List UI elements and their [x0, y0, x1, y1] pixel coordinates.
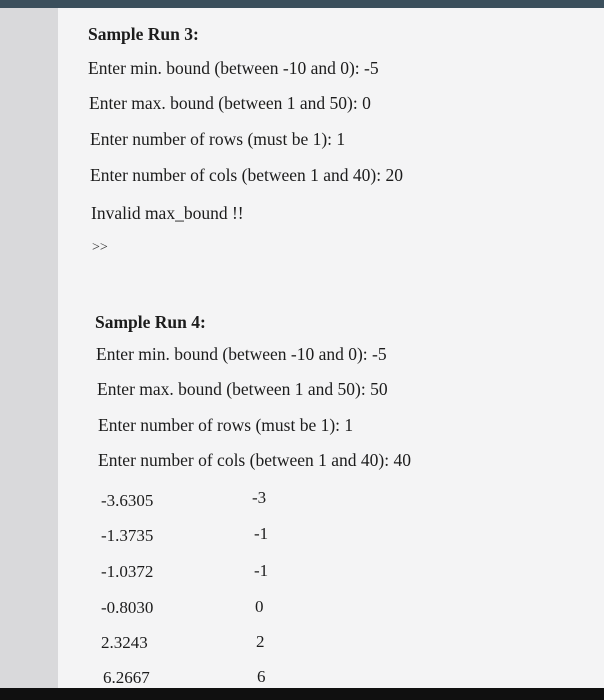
- run3-line-min-bound: Enter min. bound (between -10 and 0): -5: [88, 58, 379, 78]
- output-value: -1.0372: [101, 562, 154, 581]
- left-margin: [0, 8, 58, 688]
- output-value: 6.2667: [103, 668, 150, 687]
- output-value: -1.3735: [101, 526, 154, 545]
- output-rounded: 0: [255, 597, 264, 616]
- run4-title: Sample Run 4:: [95, 312, 206, 332]
- output-rounded: 6: [257, 667, 266, 686]
- bottom-bar: [0, 688, 604, 700]
- output-value: -0.8030: [101, 598, 154, 617]
- run4-line-max-bound: Enter max. bound (between 1 and 50): 50: [97, 379, 388, 399]
- run4-line-rows: Enter number of rows (must be 1): 1: [98, 415, 354, 435]
- output-value: 2.3243: [101, 633, 148, 652]
- output-rounded: -1: [254, 561, 269, 580]
- output-rounded: -3: [252, 488, 267, 507]
- run3-prompt: >>: [92, 240, 108, 255]
- run3-line-cols: Enter number of cols (between 1 and 40): 20: [90, 165, 403, 185]
- output-rounded: -1: [254, 524, 269, 543]
- top-bar: [0, 0, 604, 8]
- output-rounded: 2: [256, 632, 265, 651]
- run4-line-min-bound: Enter min. bound (between -10 and 0): -5: [96, 344, 387, 364]
- run3-error-message: Invalid max_bound !!: [91, 203, 244, 223]
- run3-line-rows: Enter number of rows (must be 1): 1: [90, 129, 346, 149]
- run3-title: Sample Run 3:: [88, 24, 199, 44]
- output-value: -3.6305: [101, 491, 154, 510]
- run3-line-max-bound: Enter max. bound (between 1 and 50): 0: [89, 93, 371, 113]
- run4-line-cols: Enter number of cols (between 1 and 40): 40: [98, 450, 411, 470]
- cut-off-row: [0, 664, 604, 688]
